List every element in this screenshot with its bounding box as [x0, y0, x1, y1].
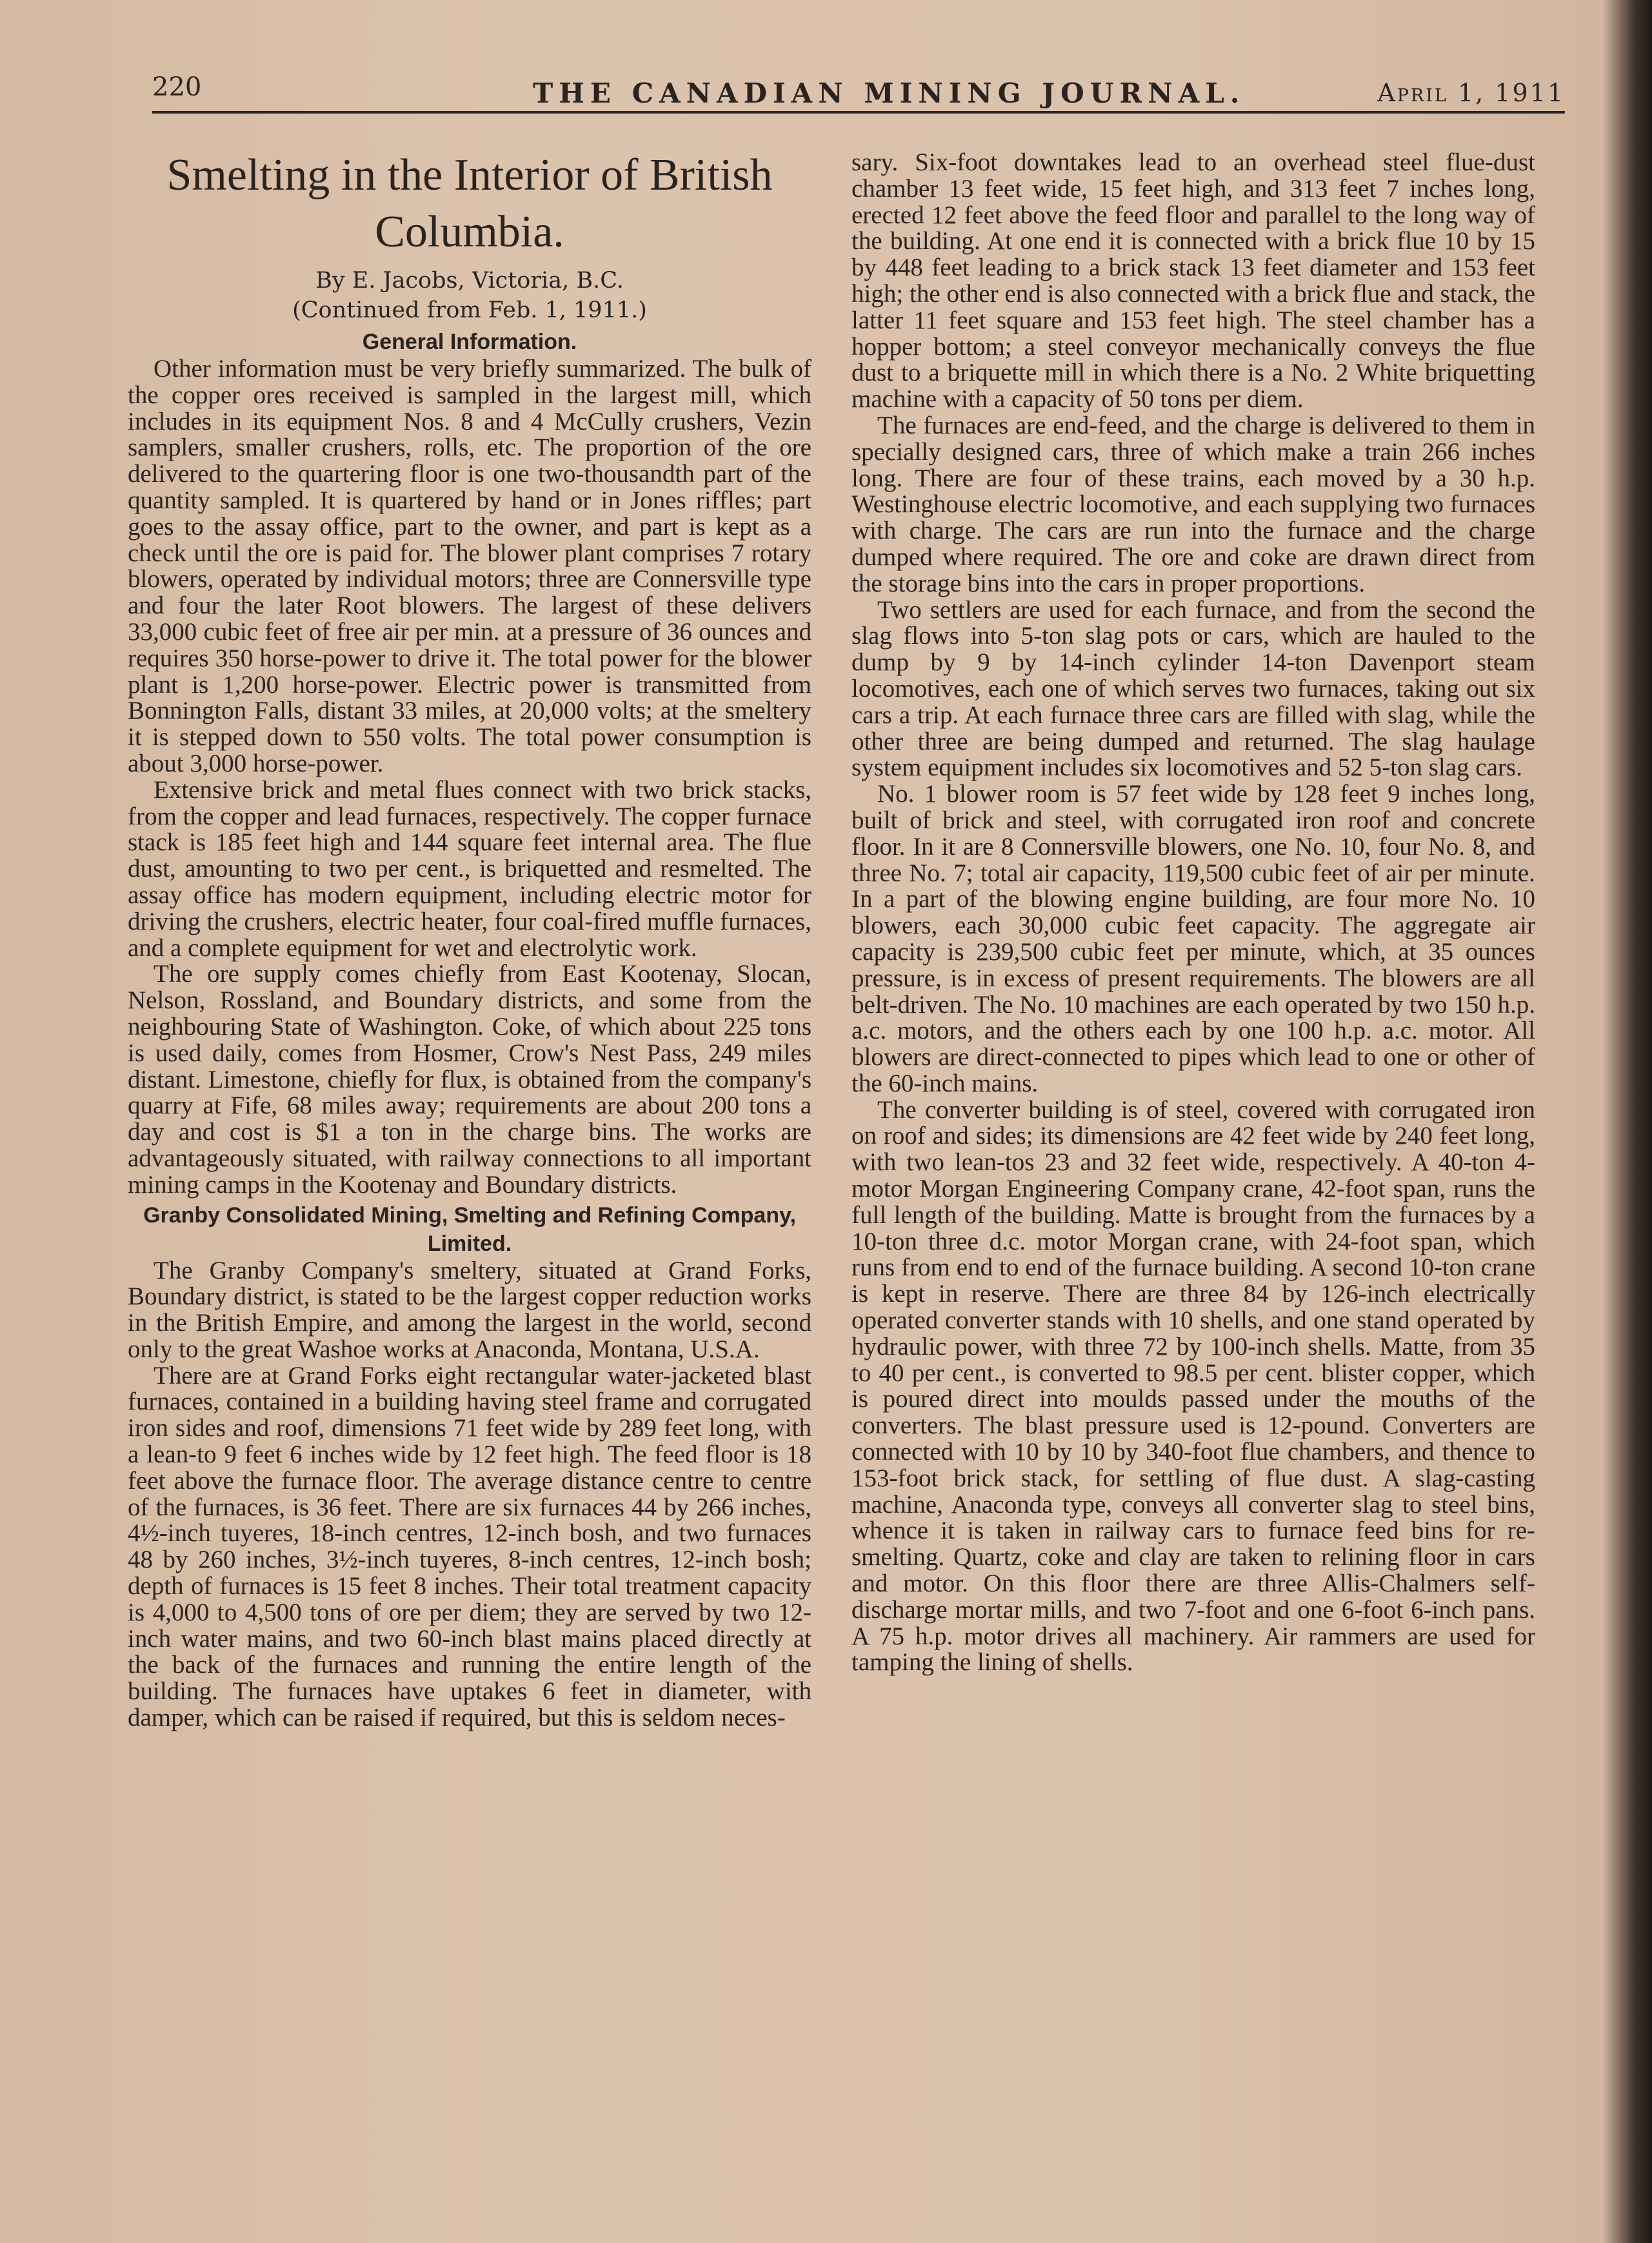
paragraph: The converter building is of steel, covered with corrugated iron on roof and sides; its dimensions are 42 feet wide by 240 feet long, with two lean-tos 23 and 32 feet wide, respectively. A 40-ton 4-motor Morgan Engineering Company crane, 42-foot span, runs the full length of the building. Matte is brought from the furnaces by a 10-ton three d.c. motor Morgan crane, with 24-foot span, which runs from end to end of the furnace building. A second 10-ton crane is kept in reserve. There are three 84 by 126-inch electrically operated converter stands with 10 shells, and one stand operated by hydraulic power, with three 72 by 100-inch shells. Matte, from 35 to 40 per cent., is converted to 98.5 per cent. blister copper, which is poured direct into moulds passed under the mouths of the converters. The blast pressure used is 12-pound. Converters are connected with 10 by 10 by 340-foot flue chambers, and thence to 153-foot brick stack, for settling of flue dust. A slag-casting machine, Anaconda type, conveys all converter slag to steel bins, whence it is taken in railway cars to furnace feed bins for re-smelting. Quartz, coke and clay are taken to relining floor in cars and motor. On this floor there are three Allis-Chalmers self-discharge mortar mills, and two 7-foot and one 6-foot 6-inch pans. A 75 h.p. motor drives all machinery. Air rammers are used for tamping the lining of shells. — [851, 1095, 1535, 1677]
journal-title: THE CANADIAN MINING JOURNAL. — [533, 77, 1246, 109]
byline: By E. Jacobs, Victoria, B.C. — [315, 268, 624, 294]
left-column — [128, 147, 811, 1731]
article-title: Smelting in the Interior of British Columbia. — [166, 150, 773, 257]
paragraph: The furnaces are end-feed, and the charge is delivered to them in specially designed cars, three of which make a train 266 inches long. There are four of these trains, each moved by a 30 h.p. Westinghouse electric locomotive, and each supplying two furnaces with charge. The cars are run into the furnace and the charge dumped where required. The ore and coke are drawn direct from the storage bins into the cars in proper proportions. — [851, 411, 1535, 597]
right-column — [851, 150, 1535, 1676]
section-heading-granby: Granby Consolidated Mining, Smelting and Refining Company, Limited. — [143, 1202, 796, 1256]
continued-note: (Continued from Feb. 1, 1911.) — [292, 297, 647, 323]
header-rule — [152, 111, 1565, 114]
paragraph: sary. Six-foot downtakes lead to an overhead steel flue-dust chamber 13 feet wide, 15 feet high, and 313 feet 7 inches long, erected 12 feet above the feed floor and parallel to the long way of the building. At one end it is connected with a brick flue 10 by 15 by 448 feet leading to a brick stack 13 feet diameter and 153 feet high; the other end is also connected with a brick flue and stack, the latter 11 feet square and 153 feet high. The steel chamber has a hopper bottom; a steel conveyor mechanically conveys the flue dust to a briquette mill in which there is a No. 2 White briquetting machine with a capacity of 50 tons per diem. — [851, 148, 1535, 414]
paragraph: Extensive brick and metal flues connect with two brick stacks, from the copper and lead furnaces, respectively. The copper furnace stack is 185 feet high and 144 square feet internal area. The flue dust, amounting to two per cent., is briquetted and resmelted. The assay office has modern equipment, including electric motor for driving the crushers, electric heater, four coal-fired muffle furnaces, and a complete equipment for wet and electrolytic work. — [128, 775, 811, 962]
paragraph: The ore supply comes chiefly from East Kootenay, Slocan, Nelson, Rossland, and Boundary districts, and some from the neighbouring State of Washington. Coke, of which about 225 tons is used daily, comes from Hosmer, Crow's Nest Pass, 249 miles distant. Limestone, chiefly for flux, is obtained from the company's quarry at Fife, 68 miles away; requirements are about 200 tons a day and cost is $1 a ton in the charge bins. The works are advantageously situated, with railway connections to all important mining camps in the Kootenay and Boundary districts. — [128, 960, 811, 1199]
paragraph: The Granby Company's smeltery, situated at Grand Forks, Boundary district, is stated to be the largest copper reduction works in the British Empire, and among the largest in the world, second only to the great Washoe works at Anaconda, Montana, U.S.A. — [128, 1256, 811, 1363]
section-heading-general: General Information. — [362, 330, 577, 354]
issue-date: April 1, 1911 — [1377, 79, 1565, 107]
paragraph: There are at Grand Forks eight rectangular water-jacketed blast furnaces, contained in a building having steel frame and corrugated iron sides and roof, dimensions 71 feet wide by 289 feet long, with a lean-to 9 feet 6 inches wide by 12 feet high. The feed floor is 18 feet above the furnace floor. The average distance centre to centre of the furnaces, is 36 feet. There are six furnaces 44 by 266 inches, 4½-inch tuyeres, 18-inch centres, 12-inch bosh, and two furnaces 48 by 260 inches, 3½-inch tuyeres, 8-inch centres, 12-inch bosh; depth of furnaces is 15 feet 8 inches. Their total treatment capacity is 4,000 to 4,500 tons of ore per diem; they are served by two 12-inch water mains, and two 60-inch blast mains placed directly at the back of the furnaces and running the entire length of the building. The furnaces have uptakes 6 feet in diameter, with damper, which can be raised if required, but this is seldom neces- — [128, 1361, 811, 1732]
page-number: 220 — [152, 72, 202, 102]
paragraph: Other information must be very briefly summarized. The bulk of the copper ores received is sampled in the largest mill, which includes in its equipment Nos. 8 and 4 McCully crushers, Vezin samplers, smaller crushers, rolls, etc. The proportion of the ore delivered to the quartering floor is one two-thousandth part of the quantity sampled. It is quartered by hand or in Jones riffles; part goes to the assay office, part to the owner, and part is kept as a check until the ore is paid for. The blower plant comprises 7 rotary blowers, operated by individual motors; three are Connersville type and four the later Root blowers. The largest of these delivers 33,000 cubic feet of free air per min. at a pressure of 36 ounces and requires 350 horse-power to drive it. The total power for the blower plant is 1,200 horse-power. Electric power is transmitted from Bonnington Falls, distant 33 miles, at 20,000 volts; at the smeltery it is stepped down to 550 volts. The total power consumption is about 3,000 horse-power. — [128, 355, 811, 777]
paragraph: Two settlers are used for each furnace, and from the second the slag flows into 5-ton slag pots or cars, which are hauled to the dump by 9 by 14-inch cylinder 14-ton Davenport steam locomotives, each one of which serves two furnaces, taking out six cars a trip. At each furnace three cars are filled with slag, while the other three are being dumped and returned. The slag haulage system equipment includes six locomotives and 52 5-ton slag cars. — [851, 595, 1535, 782]
paragraph: No. 1 blower room is 57 feet wide by 128 feet 9 inches long, built of brick and steel, with corrugated iron roof and concrete floor. In it are 8 Connersville blowers, one No. 10, four No. 8, and three No. 7; total air capacity, 119,500 cubic feet of air per minute. In a part of the blowing engine building, are four more No. 10 blowers, each 30,000 cubic feet capacity. The aggregate air capacity is 239,500 cubic feet per minute, which, at 35 ounces pressure, is in excess of present requirements. The blowers are all belt-driven. The No. 10 machines are each operated by two 150 h.p. a.c. motors, and the others each by one 100 h.p. a.c. motor. All blowers are direct-connected to pipes which lead to one or other of the 60-inch mains. — [851, 780, 1535, 1097]
